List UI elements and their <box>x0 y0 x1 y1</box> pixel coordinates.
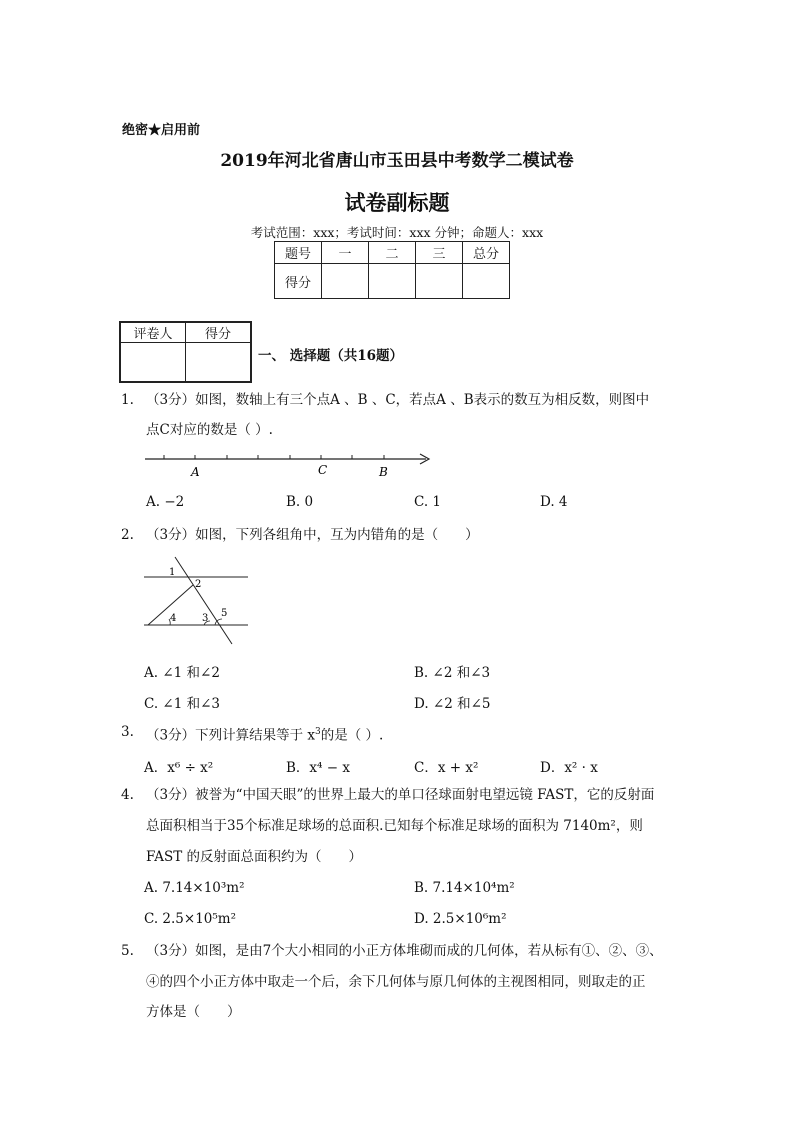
option-b[interactable]: B. ∠2 和∠3 <box>414 665 491 681</box>
grader-header-cell: 得分 <box>186 322 252 343</box>
score-header-cell: 总分 <box>463 242 510 264</box>
option-c[interactable]: C. 2.5×10⁵m² <box>144 911 237 927</box>
angle-label-3: 3 <box>202 613 209 624</box>
score-cell[interactable] <box>369 264 416 299</box>
score-cell[interactable] <box>463 264 510 299</box>
score-row-label: 得分 <box>275 264 322 299</box>
question-text-line <box>146 718 676 750</box>
exam-subtitle: 试卷副标题 <box>344 190 450 215</box>
number-line-ticks <box>164 455 384 459</box>
score-header-cell: 三 <box>416 242 463 264</box>
option-d[interactable]: D．x² · x <box>540 760 598 776</box>
question-text-line: （3分）如图，数轴上有三个点A 、B 、C，若点A 、B表示的数互为相反数，则图中 <box>146 392 650 408</box>
confidential-label: 绝密★启用前 <box>122 123 201 138</box>
point-label-a: A <box>191 465 200 479</box>
question-text-suffix: 的是（ ）. <box>320 727 384 744</box>
number-line-figure <box>140 448 440 484</box>
question-number: 2. <box>121 527 134 543</box>
question-text-line: ④的四个小正方体中取走一个后，余下几何体与原几何体的主视图相同，则取走的正 <box>146 974 646 990</box>
section-title: 一、 选择题（共16题） <box>258 348 403 364</box>
option-a[interactable]: A．x⁶ ÷ x² <box>144 760 214 776</box>
point-label-b: B <box>379 465 388 479</box>
angle-label-1: 1 <box>169 567 176 578</box>
question-text-line: （3分）如图，是由7个大小相同的小正方体堆砌而成的几何体，若从标有①、②、③、 <box>146 943 663 959</box>
option-a[interactable]: A. 7.14×10³m² <box>144 880 245 896</box>
question-number: 1. <box>121 392 134 408</box>
option-b[interactable]: B. 0 <box>286 494 314 510</box>
score-table <box>274 241 510 299</box>
question-text-line: （3分）如图，下列各组角中，互为内错角的是（ ） <box>146 527 479 543</box>
question-number: 3. <box>121 724 134 740</box>
grader-header-cell: 评卷人 <box>120 322 186 343</box>
score-cell[interactable] <box>322 264 369 299</box>
question-text-prefix: （3分）下列计算结果等于 x <box>146 727 315 744</box>
question-text-line: （3分）被誉为“中国天眼”的世界上最大的单口径球面射电望远镜 FAST，它的反射面 <box>146 787 655 803</box>
option-d[interactable]: D. ∠2 和∠5 <box>414 696 491 712</box>
option-b[interactable]: B. 7.14×10⁴m² <box>414 880 515 896</box>
option-c[interactable]: C．x + x² <box>414 760 479 776</box>
angle-label-2: 2 <box>195 579 202 590</box>
score-header-cell: 题号 <box>275 242 322 264</box>
question-text-line: FAST 的反射面总面积约为（ ） <box>146 849 362 865</box>
option-d[interactable]: D. 2.5×10⁶m² <box>414 911 507 927</box>
grader-cell[interactable] <box>120 343 186 383</box>
option-c[interactable]: C. 1 <box>414 494 442 510</box>
angle-label-4: 4 <box>170 613 177 624</box>
question-text-line: 方体是（ ） <box>146 1004 241 1020</box>
score-header-cell: 二 <box>369 242 416 264</box>
transversal-line <box>175 557 232 644</box>
grader-table <box>119 321 252 383</box>
score-cell[interactable] <box>416 264 463 299</box>
angle-label-5: 5 <box>221 608 228 619</box>
exam-title: 2019年河北省唐山市玉田县中考数学二模试卷 <box>220 151 574 171</box>
grader-cell[interactable] <box>186 343 252 383</box>
option-d[interactable]: D. 4 <box>540 494 568 510</box>
question-number: 4. <box>121 787 134 803</box>
option-a[interactable]: A. −2 <box>146 494 185 510</box>
parallel-lines-figure <box>140 553 255 645</box>
question-number: 5. <box>121 943 134 959</box>
question-text-line: 总面积相当于35个标准足球场的总面积.已知每个标准足球场的面积为 7140m²，则 <box>146 818 643 834</box>
question-text-line: 点C对应的数是（ ）. <box>146 422 273 438</box>
score-header-cell: 一 <box>322 242 369 264</box>
option-a[interactable]: A. ∠1 和∠2 <box>144 665 220 681</box>
option-b[interactable]: B．x⁴ − x <box>286 760 350 776</box>
option-c[interactable]: C. ∠1 和∠3 <box>144 696 221 712</box>
question-text-exponent: 3 <box>315 727 321 737</box>
exam-meta: 考试范围：xxx；考试时间：xxx 分钟；命题人：xxx <box>250 225 544 240</box>
point-label-c: C <box>318 463 328 477</box>
